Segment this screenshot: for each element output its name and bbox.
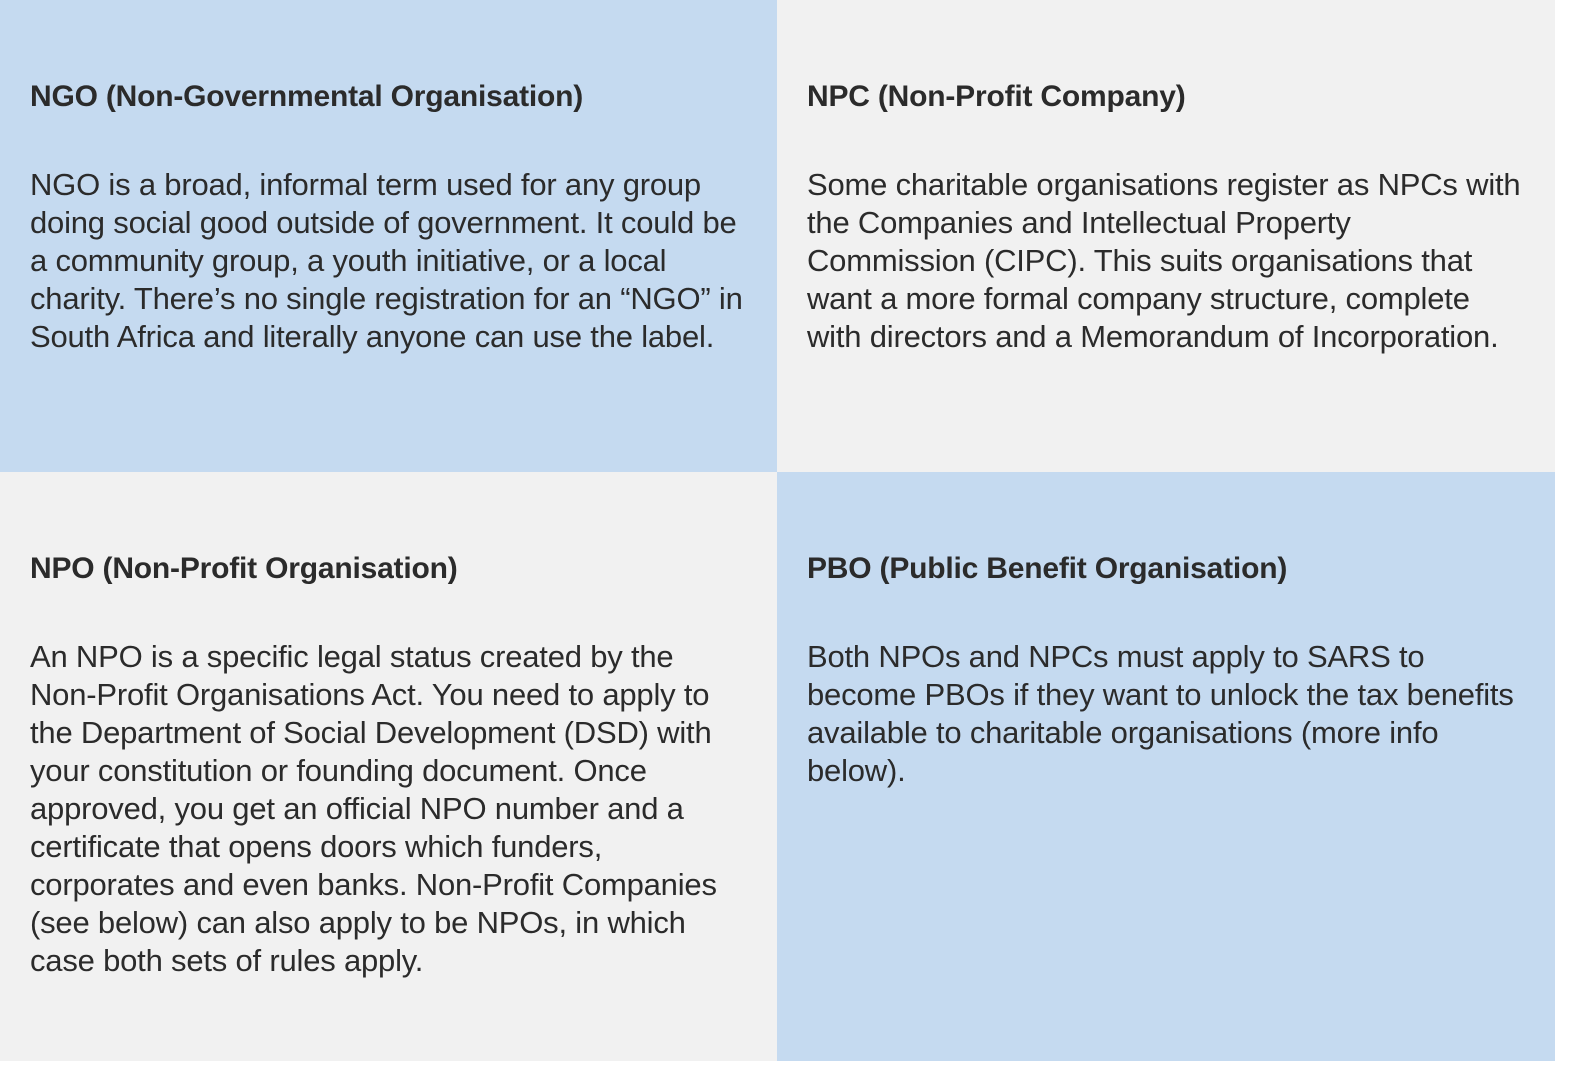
card-npo <box>0 472 777 1061</box>
card-npc <box>777 0 1555 472</box>
card-ngo <box>0 0 777 472</box>
card-body: Both NPOs and NPCs must apply to SARS to become PBOs if they want to unlock the tax benefits available to charitable organisations (more info below). <box>807 639 1514 788</box>
card-body: Some charitable organisations register as NPCs with the Companies and Intellectual Property Commission (CIPC). This suits organisations that want a more formal company structure, complete with directors and a Memorandum of Incorporation. <box>807 167 1521 354</box>
card-title: PBO (Public Benefit Organisation) <box>807 552 1288 585</box>
card-body: An NPO is a specific legal status created by the Non-Profit Organisations Act. You need to apply to the Department of Social Development (DSD) with your constitution or founding document. Once approved, you get an official NPO number and a certificate that opens doors which funders, corporates and even banks. Non-Profit Companies (see below) can also apply to be NPOs, in which case both sets of rules apply. <box>30 639 717 978</box>
card-title: NGO (Non-Governmental Organisation) <box>30 80 584 113</box>
card-title: NPO (Non-Profit Organisation) <box>30 552 458 585</box>
card-title: NPC (Non-Profit Company) <box>807 80 1186 113</box>
card-body: NGO is a broad, informal term used for any group doing social good outside of government. It could be a community group, a youth initiative, or a local charity. There’s no single registration for an “NGO” in South Africa and literally anyone can use the label. <box>30 167 743 354</box>
card-pbo <box>777 472 1555 1061</box>
